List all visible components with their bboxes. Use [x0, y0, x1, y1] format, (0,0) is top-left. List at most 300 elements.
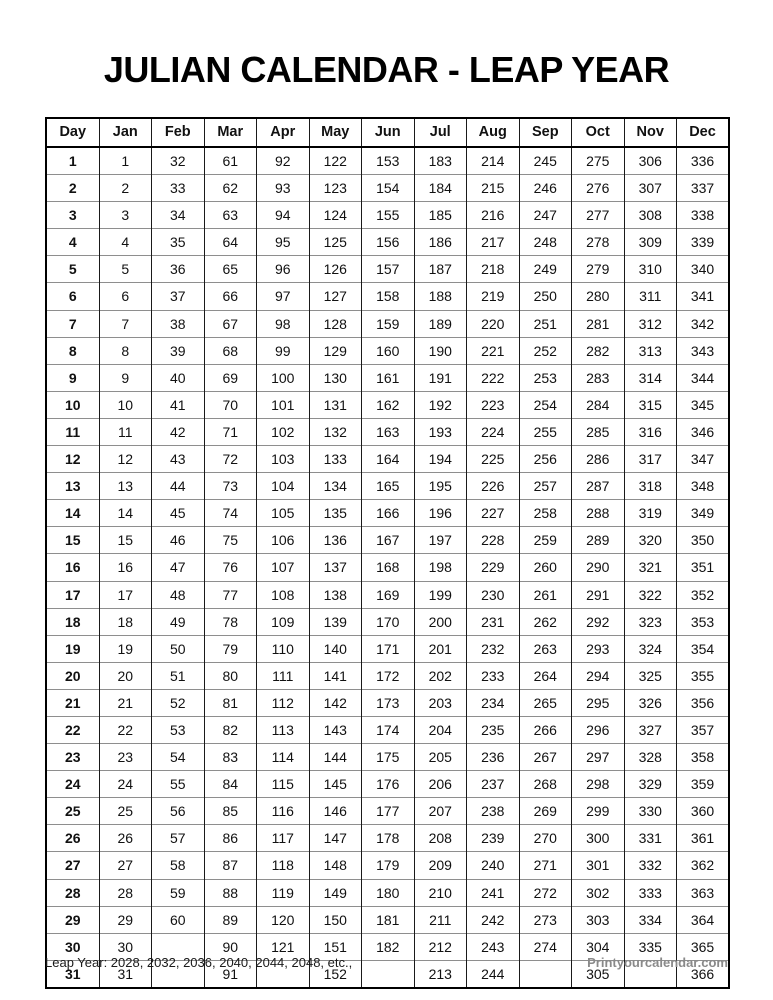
day-of-month-cell: 27 [46, 852, 99, 879]
julian-day-cell: 269 [519, 798, 572, 825]
julian-day-cell: 31 [99, 960, 152, 988]
julian-day-cell: 167 [362, 527, 415, 554]
julian-day-cell: 53 [152, 716, 205, 743]
julian-day-cell: 246 [519, 175, 572, 202]
table-row [46, 744, 729, 771]
julian-day-cell: 298 [572, 771, 625, 798]
julian-day-cell: 337 [677, 175, 730, 202]
julian-day-cell: 309 [624, 229, 677, 256]
julian-day-cell: 125 [309, 229, 362, 256]
julian-day-cell: 95 [257, 229, 310, 256]
table-row [46, 852, 729, 879]
julian-day-cell: 7 [99, 310, 152, 337]
julian-day-cell: 316 [624, 418, 677, 445]
julian-day-cell: 292 [572, 608, 625, 635]
julian-day-cell: 215 [467, 175, 520, 202]
day-of-month-cell: 25 [46, 798, 99, 825]
julian-day-cell: 64 [204, 229, 257, 256]
julian-day-cell: 152 [309, 960, 362, 988]
julian-day-cell: 300 [572, 825, 625, 852]
julian-day-cell: 65 [204, 256, 257, 283]
julian-day-cell: 136 [309, 527, 362, 554]
julian-day-cell: 157 [362, 256, 415, 283]
julian-day-cell: 230 [467, 581, 520, 608]
julian-day-cell: 176 [362, 771, 415, 798]
julian-day-cell: 37 [152, 283, 205, 310]
julian-day-cell: 71 [204, 418, 257, 445]
julian-day-cell: 175 [362, 744, 415, 771]
julian-day-cell: 162 [362, 391, 415, 418]
julian-day-cell: 118 [257, 852, 310, 879]
julian-day-cell: 109 [257, 608, 310, 635]
julian-day-cell: 219 [467, 283, 520, 310]
julian-day-cell: 38 [152, 310, 205, 337]
julian-day-cell: 155 [362, 202, 415, 229]
julian-day-cell: 49 [152, 608, 205, 635]
julian-day-cell: 256 [519, 446, 572, 473]
day-of-month-cell: 16 [46, 554, 99, 581]
julian-day-cell: 9 [99, 364, 152, 391]
day-of-month-cell: 4 [46, 229, 99, 256]
julian-day-cell: 274 [519, 933, 572, 960]
julian-day-cell: 61 [204, 147, 257, 175]
julian-day-cell: 172 [362, 662, 415, 689]
julian-day-cell: 328 [624, 744, 677, 771]
julian-day-cell: 22 [99, 716, 152, 743]
julian-day-cell: 310 [624, 256, 677, 283]
julian-day-cell: 199 [414, 581, 467, 608]
column-header-month: Mar [204, 118, 257, 147]
julian-day-cell: 68 [204, 337, 257, 364]
julian-day-cell: 8 [99, 337, 152, 364]
julian-day-cell: 205 [414, 744, 467, 771]
julian-day-cell: 236 [467, 744, 520, 771]
julian-day-cell: 163 [362, 418, 415, 445]
julian-day-cell: 239 [467, 825, 520, 852]
julian-day-cell: 361 [677, 825, 730, 852]
julian-day-cell: 77 [204, 581, 257, 608]
julian-day-cell: 364 [677, 906, 730, 933]
julian-day-cell: 106 [257, 527, 310, 554]
julian-day-cell: 182 [362, 933, 415, 960]
julian-day-cell: 280 [572, 283, 625, 310]
table-row [46, 554, 729, 581]
julian-day-cell: 101 [257, 391, 310, 418]
julian-day-cell: 19 [99, 635, 152, 662]
julian-day-cell: 33 [152, 175, 205, 202]
julian-day-cell: 347 [677, 446, 730, 473]
julian-day-cell: 360 [677, 798, 730, 825]
julian-day-cell: 151 [309, 933, 362, 960]
julian-day-cell: 103 [257, 446, 310, 473]
table-row [46, 527, 729, 554]
julian-day-cell: 94 [257, 202, 310, 229]
day-of-month-cell: 12 [46, 446, 99, 473]
julian-day-cell: 303 [572, 906, 625, 933]
julian-day-cell: 354 [677, 635, 730, 662]
julian-day-cell: 187 [414, 256, 467, 283]
julian-day-cell: 35 [152, 229, 205, 256]
julian-day-cell: 121 [257, 933, 310, 960]
julian-day-cell: 89 [204, 906, 257, 933]
julian-day-cell: 46 [152, 527, 205, 554]
julian-day-cell: 291 [572, 581, 625, 608]
day-of-month-cell: 6 [46, 283, 99, 310]
julian-day-cell: 166 [362, 500, 415, 527]
julian-day-cell: 72 [204, 446, 257, 473]
julian-day-cell: 254 [519, 391, 572, 418]
julian-day-cell: 277 [572, 202, 625, 229]
julian-day-cell: 16 [99, 554, 152, 581]
table-row [46, 608, 729, 635]
julian-day-cell: 170 [362, 608, 415, 635]
day-of-month-cell: 23 [46, 744, 99, 771]
julian-day-cell: 23 [99, 744, 152, 771]
julian-day-cell: 257 [519, 473, 572, 500]
table-row [46, 906, 729, 933]
julian-day-cell: 297 [572, 744, 625, 771]
julian-day-cell: 180 [362, 879, 415, 906]
julian-day-cell: 148 [309, 852, 362, 879]
julian-day-cell: 59 [152, 879, 205, 906]
julian-day-cell: 320 [624, 527, 677, 554]
julian-day-cell: 329 [624, 771, 677, 798]
julian-day-cell: 26 [99, 825, 152, 852]
day-of-month-cell: 17 [46, 581, 99, 608]
julian-day-cell: 278 [572, 229, 625, 256]
julian-day-cell: 87 [204, 852, 257, 879]
julian-day-cell: 184 [414, 175, 467, 202]
julian-day-cell: 263 [519, 635, 572, 662]
julian-day-cell: 322 [624, 581, 677, 608]
julian-day-cell: 261 [519, 581, 572, 608]
julian-day-cell: 228 [467, 527, 520, 554]
julian-day-cell: 154 [362, 175, 415, 202]
julian-day-cell: 57 [152, 825, 205, 852]
julian-day-cell: 21 [99, 689, 152, 716]
julian-day-cell: 366 [677, 960, 730, 988]
julian-day-cell: 10 [99, 391, 152, 418]
julian-day-cell: 196 [414, 500, 467, 527]
julian-day-cell: 276 [572, 175, 625, 202]
julian-day-cell: 132 [309, 418, 362, 445]
julian-day-cell: 241 [467, 879, 520, 906]
day-of-month-cell: 31 [46, 960, 99, 988]
column-header-month: Jul [414, 118, 467, 147]
julian-day-cell: 270 [519, 825, 572, 852]
julian-day-cell: 265 [519, 689, 572, 716]
julian-day-cell: 91 [204, 960, 257, 988]
julian-day-cell: 338 [677, 202, 730, 229]
julian-day-cell: 308 [624, 202, 677, 229]
day-of-month-cell: 2 [46, 175, 99, 202]
header-row [46, 118, 729, 147]
day-of-month-cell: 26 [46, 825, 99, 852]
julian-day-cell: 225 [467, 446, 520, 473]
julian-day-cell: 79 [204, 635, 257, 662]
julian-day-cell: 285 [572, 418, 625, 445]
julian-day-cell: 204 [414, 716, 467, 743]
julian-day-cell: 181 [362, 906, 415, 933]
julian-day-cell: 80 [204, 662, 257, 689]
julian-day-cell: 52 [152, 689, 205, 716]
julian-day-cell: 289 [572, 527, 625, 554]
julian-day-cell: 200 [414, 608, 467, 635]
julian-day-cell: 235 [467, 716, 520, 743]
julian-day-table [45, 117, 730, 989]
julian-day-cell: 113 [257, 716, 310, 743]
julian-day-cell: 353 [677, 608, 730, 635]
julian-day-cell: 178 [362, 825, 415, 852]
julian-day-cell: 325 [624, 662, 677, 689]
julian-day-cell: 40 [152, 364, 205, 391]
julian-day-cell: 119 [257, 879, 310, 906]
julian-day-cell: 279 [572, 256, 625, 283]
julian-day-cell: 11 [99, 418, 152, 445]
julian-day-cell: 165 [362, 473, 415, 500]
julian-day-cell: 90 [204, 933, 257, 960]
table-row [46, 310, 729, 337]
julian-day-cell: 111 [257, 662, 310, 689]
julian-day-cell: 97 [257, 283, 310, 310]
julian-day-cell: 317 [624, 446, 677, 473]
day-of-month-cell: 3 [46, 202, 99, 229]
julian-day-cell: 159 [362, 310, 415, 337]
julian-day-cell: 128 [309, 310, 362, 337]
julian-day-cell: 146 [309, 798, 362, 825]
julian-day-cell: 78 [204, 608, 257, 635]
julian-day-cell: 209 [414, 852, 467, 879]
julian-day-cell: 191 [414, 364, 467, 391]
julian-day-cell: 312 [624, 310, 677, 337]
julian-day-cell: 229 [467, 554, 520, 581]
julian-day-cell: 85 [204, 798, 257, 825]
julian-day-cell: 169 [362, 581, 415, 608]
julian-day-cell: 4 [99, 229, 152, 256]
julian-day-cell: 114 [257, 744, 310, 771]
julian-day-cell: 149 [309, 879, 362, 906]
table-row [46, 364, 729, 391]
julian-day-cell: 284 [572, 391, 625, 418]
column-header-month: Feb [152, 118, 205, 147]
julian-day-cell: 314 [624, 364, 677, 391]
day-of-month-cell: 8 [46, 337, 99, 364]
julian-day-cell: 282 [572, 337, 625, 364]
julian-day-cell: 343 [677, 337, 730, 364]
table-row [46, 771, 729, 798]
julian-day-cell: 75 [204, 527, 257, 554]
julian-day-cell: 201 [414, 635, 467, 662]
julian-day-cell: 140 [309, 635, 362, 662]
julian-day-cell: 334 [624, 906, 677, 933]
julian-day-cell: 123 [309, 175, 362, 202]
julian-day-cell: 24 [99, 771, 152, 798]
julian-day-cell: 220 [467, 310, 520, 337]
julian-day-cell: 44 [152, 473, 205, 500]
julian-day-cell: 126 [309, 256, 362, 283]
julian-day-cell: 124 [309, 202, 362, 229]
julian-day-cell: 39 [152, 337, 205, 364]
page-title: JULIAN CALENDAR - LEAP YEAR [103, 49, 670, 90]
julian-day-cell: 141 [309, 662, 362, 689]
julian-day-cell: 331 [624, 825, 677, 852]
julian-day-cell: 255 [519, 418, 572, 445]
julian-day-cell: 18 [99, 608, 152, 635]
julian-day-cell: 243 [467, 933, 520, 960]
julian-day-cell: 222 [467, 364, 520, 391]
column-header-month: Apr [257, 118, 310, 147]
julian-day-cell: 359 [677, 771, 730, 798]
julian-day-cell: 350 [677, 527, 730, 554]
julian-day-cell: 258 [519, 500, 572, 527]
julian-day-cell: 286 [572, 446, 625, 473]
julian-day-cell: 346 [677, 418, 730, 445]
julian-day-cell: 133 [309, 446, 362, 473]
table-row [46, 418, 729, 445]
day-of-month-cell: 7 [46, 310, 99, 337]
julian-day-cell: 102 [257, 418, 310, 445]
julian-day-cell: 252 [519, 337, 572, 364]
julian-day-cell: 218 [467, 256, 520, 283]
julian-day-cell: 183 [414, 147, 467, 175]
julian-day-cell: 138 [309, 581, 362, 608]
column-header-day: Day [46, 118, 99, 147]
julian-day-cell: 60 [152, 906, 205, 933]
julian-day-cell: 281 [572, 310, 625, 337]
julian-day-cell: 147 [309, 825, 362, 852]
julian-day-cell: 287 [572, 473, 625, 500]
julian-day-cell: 290 [572, 554, 625, 581]
julian-day-cell: 93 [257, 175, 310, 202]
julian-day-cell: 122 [309, 147, 362, 175]
julian-day-cell: 227 [467, 500, 520, 527]
julian-day-cell: 58 [152, 852, 205, 879]
julian-day-cell: 221 [467, 337, 520, 364]
julian-day-cell: 139 [309, 608, 362, 635]
table-row [46, 662, 729, 689]
julian-day-cell: 3 [99, 202, 152, 229]
julian-day-cell: 238 [467, 798, 520, 825]
julian-day-cell: 195 [414, 473, 467, 500]
julian-day-cell: 48 [152, 581, 205, 608]
column-header-month: Oct [572, 118, 625, 147]
julian-day-cell: 293 [572, 635, 625, 662]
julian-day-cell: 324 [624, 635, 677, 662]
julian-day-cell: 142 [309, 689, 362, 716]
julian-day-cell: 70 [204, 391, 257, 418]
julian-day-cell: 327 [624, 716, 677, 743]
day-of-month-cell: 10 [46, 391, 99, 418]
julian-day-cell: 242 [467, 906, 520, 933]
julian-day-cell: 27 [99, 852, 152, 879]
julian-day-cell: 14 [99, 500, 152, 527]
julian-day-cell: 217 [467, 229, 520, 256]
julian-day-cell: 108 [257, 581, 310, 608]
julian-day-cell: 240 [467, 852, 520, 879]
julian-day-cell: 283 [572, 364, 625, 391]
julian-day-cell: 150 [309, 906, 362, 933]
julian-day-cell: 214 [467, 147, 520, 175]
julian-day-cell: 299 [572, 798, 625, 825]
table-row [46, 689, 729, 716]
julian-day-cell: 41 [152, 391, 205, 418]
julian-day-cell: 313 [624, 337, 677, 364]
julian-day-cell: 43 [152, 446, 205, 473]
table-row [46, 500, 729, 527]
julian-day-cell: 107 [257, 554, 310, 581]
julian-day-cell: 62 [204, 175, 257, 202]
julian-day-cell: 271 [519, 852, 572, 879]
julian-day-cell: 30 [99, 933, 152, 960]
table-row [46, 798, 729, 825]
julian-day-cell: 168 [362, 554, 415, 581]
julian-day-cell: 295 [572, 689, 625, 716]
day-of-month-cell: 19 [46, 635, 99, 662]
table-row [46, 283, 729, 310]
julian-day-cell: 36 [152, 256, 205, 283]
julian-day-cell: 223 [467, 391, 520, 418]
day-of-month-cell: 18 [46, 608, 99, 635]
julian-day-cell: 342 [677, 310, 730, 337]
julian-day-cell: 232 [467, 635, 520, 662]
julian-day-cell: 145 [309, 771, 362, 798]
day-of-month-cell: 13 [46, 473, 99, 500]
julian-day-cell: 318 [624, 473, 677, 500]
julian-day-cell: 131 [309, 391, 362, 418]
julian-day-cell: 56 [152, 798, 205, 825]
julian-day-cell: 45 [152, 500, 205, 527]
julian-day-cell: 296 [572, 716, 625, 743]
julian-day-cell: 203 [414, 689, 467, 716]
julian-day-cell: 357 [677, 716, 730, 743]
julian-day-cell: 194 [414, 446, 467, 473]
table-body [46, 147, 729, 988]
julian-day-cell: 135 [309, 500, 362, 527]
julian-day-cell: 76 [204, 554, 257, 581]
julian-day-cell: 335 [624, 933, 677, 960]
julian-day-cell: 28 [99, 879, 152, 906]
julian-day-cell: 260 [519, 554, 572, 581]
julian-day-cell: 74 [204, 500, 257, 527]
julian-day-cell: 104 [257, 473, 310, 500]
julian-day-cell: 305 [572, 960, 625, 988]
julian-day-cell: 47 [152, 554, 205, 581]
page-footer [45, 955, 728, 979]
julian-day-cell: 144 [309, 744, 362, 771]
julian-day-cell: 188 [414, 283, 467, 310]
julian-day-cell: 355 [677, 662, 730, 689]
calendar-table-container [45, 117, 728, 989]
julian-day-cell: 301 [572, 852, 625, 879]
julian-day-cell: 42 [152, 418, 205, 445]
julian-day-cell: 160 [362, 337, 415, 364]
julian-day-cell: 84 [204, 771, 257, 798]
julian-day-cell: 12 [99, 446, 152, 473]
julian-day-cell: 100 [257, 364, 310, 391]
julian-day-cell: 158 [362, 283, 415, 310]
julian-day-cell: 216 [467, 202, 520, 229]
julian-day-cell: 362 [677, 852, 730, 879]
table-row [46, 256, 729, 283]
julian-day-cell: 319 [624, 500, 677, 527]
day-of-month-cell: 1 [46, 147, 99, 175]
julian-day-cell: 173 [362, 689, 415, 716]
julian-day-cell: 237 [467, 771, 520, 798]
julian-day-cell: 63 [204, 202, 257, 229]
julian-day-cell: 55 [152, 771, 205, 798]
julian-day-cell: 266 [519, 716, 572, 743]
julian-day-cell: 193 [414, 418, 467, 445]
